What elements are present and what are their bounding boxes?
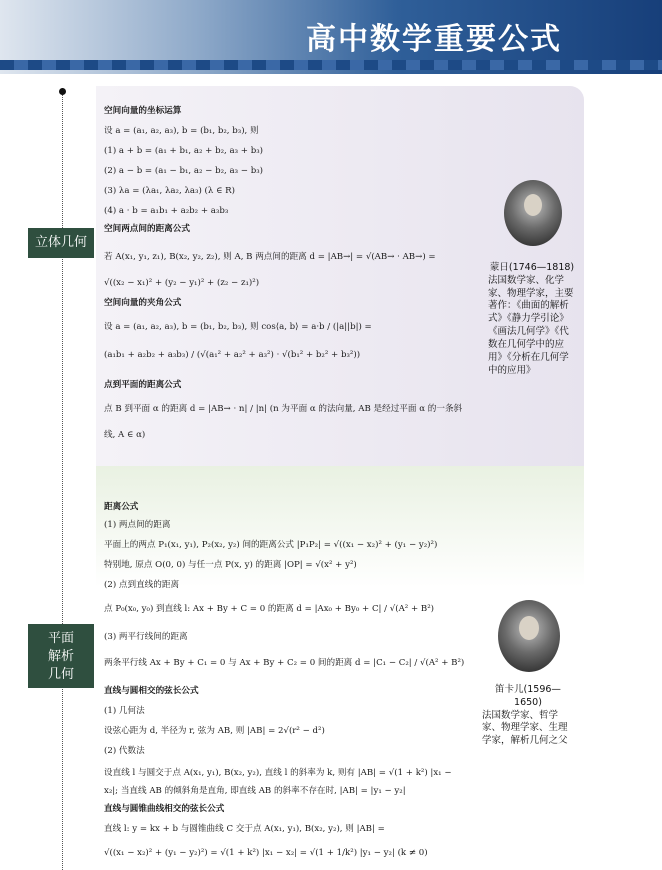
caption-line: 《画法几何学》《代 <box>488 326 569 338</box>
page-title: 高中数学重要公式 <box>306 22 562 57</box>
formula-line: 特别地, 原点 O(0, 0) 与任一点 P(x, y) 的距离 |OP| = √(x² + y²) <box>104 560 357 570</box>
formula-line: 设 a = (a₁, a₂, a₃), b = (b₁, b₂, b₃), 则 <box>104 126 259 136</box>
portrait-face <box>524 194 542 216</box>
formula-line: (1) a + b = (a₁ + b₁, a₂ + b₂, a₃ + b₃) <box>104 146 264 156</box>
formula-line: (a₁b₁ + a₂b₂ + a₃b₃) / (√(a₁² + a₂² + a₃²) · √(b₁² + b₂² + b₃²)) <box>104 350 361 360</box>
portrait-face <box>519 616 539 640</box>
formula-line: √((x₁ − x₂)² + (y₁ − y₂)²) = √(1 + k²) |x₁ − x₂| = √(1 + 1/k²) |y₁ − y₂| (k ≠ 0) <box>104 848 428 858</box>
caption-line: 法国数学家、哲学 <box>482 709 559 721</box>
formula-line: (3) 两平行线间的距离 <box>104 632 188 642</box>
formula-line: 线, A ∈ α) <box>104 430 146 440</box>
heading: 直线与圆锥曲线相交的弦长公式 <box>104 804 225 814</box>
caption-line: 著作：《曲面的解析 <box>488 300 569 312</box>
section-label-solid-geometry: 立体几何 <box>28 228 94 258</box>
caption-line: 用》《分析在几何学 <box>488 351 569 363</box>
formula-line: (4) a · b = a₁b₁ + a₂b₂ + a₃b₃ <box>104 206 229 216</box>
formula-line: 点 P₀(x₀, y₀) 到直线 l: Ax + By + C = 0 的距离 d = |Ax₀ + By₀ + C| / √(A² + B²) <box>104 604 435 614</box>
caption-line: 学家，解析几何之父 <box>482 735 568 747</box>
formula-line: 直线 l: y = kx + b 与圆锥曲线 C 交于点 A(x₁, y₁), B(x₂, y₂), 则 |AB| = <box>104 824 385 834</box>
banner-stripe <box>0 60 662 70</box>
label-line: 平面 <box>47 631 74 646</box>
heading: 空间向量的坐标运算 <box>104 106 182 116</box>
formula-line: 两条平行线 Ax + By + C₁ = 0 与 Ax + By + C₂ = 0 间的距离 d = |C₁ − C₂| / √(A² + B²) <box>104 658 465 668</box>
formula-line: (3) λa = (λa₁, λa₂, λa₃) (λ ∈ R) <box>104 186 235 196</box>
section-label-analytic-geometry <box>28 624 94 688</box>
monge-caption <box>488 262 576 377</box>
heading: 点到平面的距离公式 <box>104 380 182 390</box>
formula-line: (1) 几何法 <box>104 706 145 716</box>
caption-title: 笛卡儿(1596—1650) <box>495 684 561 708</box>
formula-line: 设直线 l 与圆交于点 A(x₁, y₁), B(x₂, y₂), 直线 l 的斜率为 k, 则有 |AB| = √(1 + k²) |x₁ − <box>104 768 452 778</box>
heading: 空间两点间的距离公式 <box>104 224 190 234</box>
formula-line: (2) 代数法 <box>104 746 145 756</box>
formula-line: 若 A(x₁, y₁, z₁), B(x₂, y₂, z₂), 则 A, B 两点间的距离 d = |AB→| = √(AB→ · AB→) = <box>104 252 436 262</box>
descartes-caption <box>482 684 574 748</box>
caption-line: 家、物理学家、生理 <box>482 722 568 734</box>
heading: 距离公式 <box>104 502 139 512</box>
formula-line: (2) 点到直线的距离 <box>104 580 180 590</box>
caption-line: 法国数学家、化学 <box>488 274 565 286</box>
label-line: 几何 <box>47 667 74 682</box>
formula-line: 平面上的两点 P₁(x₁, y₁), P₂(x₂, y₂) 间的距离公式 |P₁P₂| = √((x₁ − x₂)² + (y₁ − y₂)²) <box>104 540 438 550</box>
formula-line: 设 a = (a₁, a₂, a₃), b = (b₁, b₂, b₃), 则 cos⟨a, b⟩ = a·b / (|a||b|) = <box>104 322 372 332</box>
caption-line: 数在几何学中的应 <box>488 338 565 350</box>
header-banner <box>0 0 662 74</box>
formula-line: x₂|; 当直线 AB 的倾斜角是直角, 即直线 AB 的斜率不存在时, |AB| = |y₁ − y₂| <box>104 786 406 796</box>
monge-portrait <box>504 180 562 246</box>
descartes-portrait <box>498 600 560 672</box>
timeline-line <box>62 88 64 870</box>
heading: 直线与圆相交的弦长公式 <box>104 686 199 696</box>
timeline-dot <box>59 88 66 95</box>
formula-line: (1) 两点间的距离 <box>104 520 171 530</box>
caption-line: 家、物理学家，主要 <box>488 287 574 299</box>
formula-line: √((x₂ − x₁)² + (y₂ − y₁)² + (z₂ − z₁)²) <box>104 278 260 288</box>
caption-line: 中的应用》 <box>488 364 536 376</box>
formula-line: (2) a − b = (a₁ − b₁, a₂ − b₂, a₃ − b₃) <box>104 166 264 176</box>
formula-line: 点 B 到平面 α 的距离 d = |AB→ · n| / |n| (n 为平面 α 的法向量, AB 是经过平面 α 的一条斜 <box>104 404 463 414</box>
caption-line: 式》《静力学引论》 <box>488 313 569 325</box>
formula-line: 设弦心距为 d, 半径为 r, 弦为 AB, 则 |AB| = 2√(r² − d²) <box>104 726 325 736</box>
label-line: 解析 <box>47 649 74 664</box>
caption-title: 蒙日(1746—1818) <box>489 262 575 273</box>
heading: 空间向量的夹角公式 <box>104 298 182 308</box>
